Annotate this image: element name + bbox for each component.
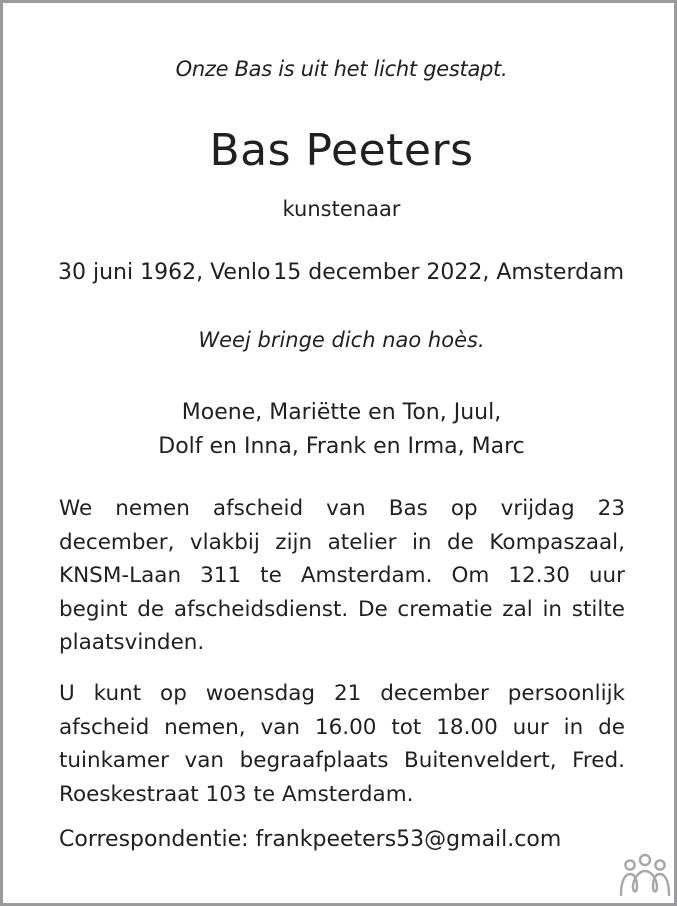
people-group-icon bbox=[617, 853, 673, 899]
motto: Weej bringe dich nao hoès. bbox=[198, 328, 485, 352]
deceased-name: Bas Peeters bbox=[209, 125, 474, 176]
profession: kunstenaar bbox=[282, 197, 401, 221]
farewell-paragraph: We nemen afscheid van Bas op vrijdag 23 december, vlakbij zijn atelier in de Kompaszaal, KNSM-Laan 311 te Amsterdam. Om 12.30 uur begint de afscheidsdienst. De crematie zal in stilte plaatsvinden. bbox=[59, 496, 625, 655]
viewing-paragraph: U kunt op woensdag 21 december persoonlijk afscheid nemen, van 16.00 tot 18.00 uur in de tuinkamer van begraafplaats Buitenveldert, Fred. Roeskestraat 103 te Amsterdam. bbox=[59, 681, 625, 807]
family-line-1: Moene, Mariëtte en Ton, Juul, bbox=[181, 400, 502, 425]
birth-date-place: 30 juni 1962, Venlo bbox=[58, 260, 271, 285]
family-names bbox=[3, 396, 677, 464]
life-dates bbox=[58, 260, 624, 285]
correspondence-line: Correspondentie: frankpeeters53@gmail.com bbox=[59, 827, 562, 852]
death-date-place: 15 december 2022, Amsterdam bbox=[273, 260, 624, 285]
family-line-2: Dolf en Inna, Frank en Irma, Marc bbox=[158, 434, 525, 459]
tagline: Onze Bas is uit het licht gestapt. bbox=[175, 57, 508, 81]
